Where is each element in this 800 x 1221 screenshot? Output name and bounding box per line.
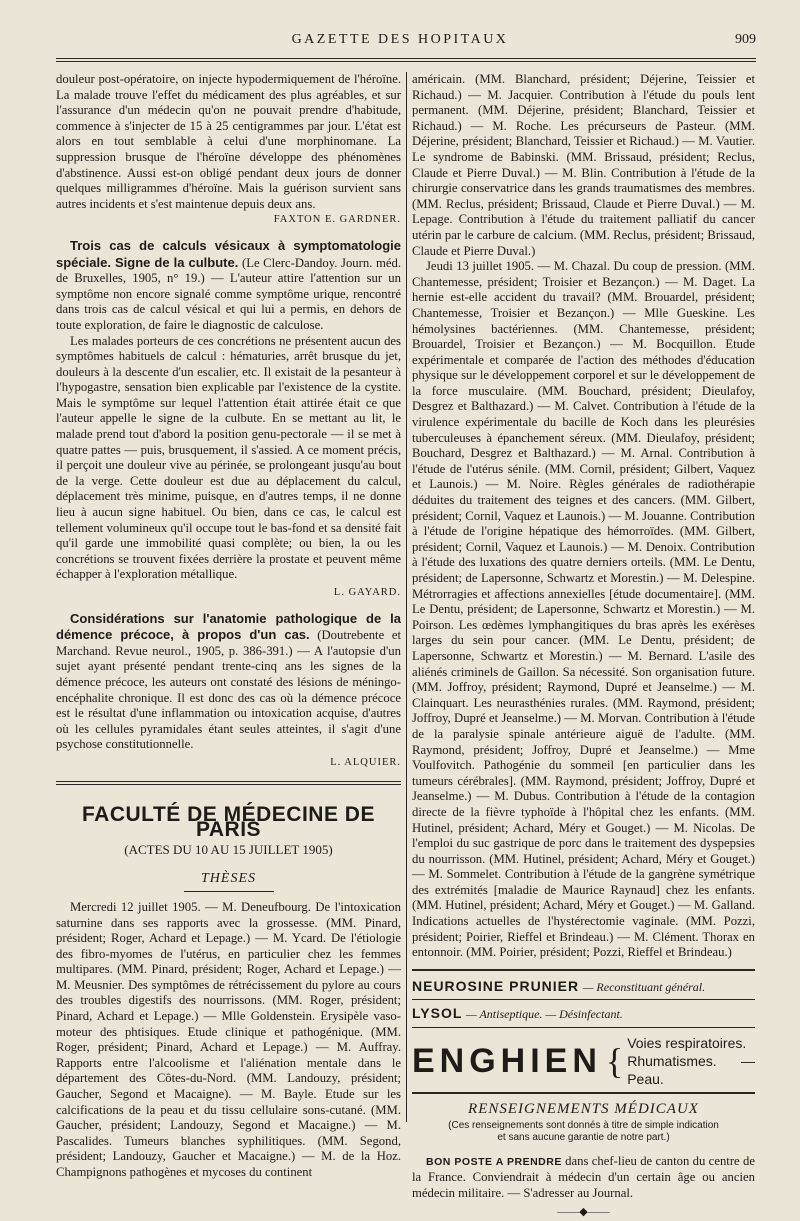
ad-enghien	[412, 1034, 755, 1088]
theses-rule	[184, 891, 274, 892]
header-rule-double	[56, 61, 756, 62]
ad-enghien-line1: Voies respiratoires.	[627, 1035, 747, 1052]
advertisements	[412, 969, 755, 1094]
ad-rule	[412, 999, 755, 1000]
article2-lead	[56, 611, 401, 753]
ad-lysol	[412, 1006, 755, 1023]
article2-reference: (Doutrebente et Marchand. Revue neurol., 1905, p. 386-391.)	[56, 628, 401, 658]
page-header	[0, 26, 800, 56]
page-number: 909	[735, 32, 756, 47]
ad-enghien-brand: ENGHIEN	[412, 1042, 602, 1081]
renseignements-note	[412, 1120, 755, 1144]
ad-rule	[412, 969, 755, 971]
brace-icon: {	[605, 1041, 624, 1082]
article1-text: — L'auteur attire l'attention sur un symptôme non encore signalé comme symptôme urique, rencontré dans trois cas de calcul vésical et qui lui a permis, en dehors de toute exploration, de faire le diagnostic de calculose.	[56, 271, 401, 332]
intro-text: douleur post-opératoire, on injecte hypodermiquement de l'héroïne. La malade trouve l'effet du médicament des plus agréables, et sur l'assurance d'un médecin qu'on ne pouvait prendre d'habitude, commence à s'injecter de 15 à 25 centigrammes par jour. L'état est alors en tout semblable à celui d'une morphinomane. La suppression brusque de l'héroïne développe des phénomènes d'abstinence. Aussi est-on obligé pendant deux jours de donner quelques milligrammes d'héroïne. Mais la guérison survient sans autres incidents et s'est maintenue depuis deux ans.	[56, 72, 401, 211]
article1-title: Trois cas de calculs vésicaux à symptomatologie spéciale. Signe de la culbute.	[56, 237, 401, 270]
theses-list: Mercredi 12 juillet 1905. — M. Deneufbourg. De l'intoxication saturnine dans ses rapports avec la grossesse. (MM. Pinard, président; Roger, Achard et Lepage.) — M. Ycard. De l'étiologie des fibro-myomes de l'utérus, en particulier chez les femmes multipares. (MM. Pinard, président; Roger, Achard et Lepage.) — M. Meusnier. Des symptômes de rétrécissement du pylore au cours des troubles digestifs des nourrissons. (MM. Roger, président; Pinard, Achard et Lepage.) — Mlle Goldenstein. Erysipèle vaso-moteur des phtisiques. Etude clinique et pathogénique. (MM. Roger, président; Pinard, Achard et Lepage.) — M. Auffray. Rapports entre l'alcoolisme et l'aliénation mentale dans le département des Côtes-du-Nord. (MM. Landouzy, président; Gaucher, Segond et Macaigne). — M. Bayle. Etude sur les calcifications de la peau et du tissu cellulaire sons-cutané. (MM. Gaucher, président; Landouzy, Segond et Macaigne.) — M. Pascalides. Tumeurs blanches syphilitiques. (MM. Segond, président; Landouzy, Gaucher et Macaigne.) — M. de la Hoz. Champignons pathogènes et mycoses du continent	[56, 899, 401, 1179]
column-divider	[406, 72, 407, 1122]
section-rule	[56, 781, 401, 782]
bon-poste-lead: BON POSTE A PRENDRE	[426, 1155, 562, 1168]
right-column	[412, 72, 755, 1221]
faculty-heading: FACULTÉ DE MÉDECINE DE PARIS	[82, 802, 375, 842]
article1-signature: L. GAYARD.	[333, 587, 401, 598]
ad-neurosine-tagline: — Reconstituant général.	[582, 979, 706, 994]
renseignements-note-line2: et sans aucune garantie de notre part.)	[497, 1131, 670, 1143]
article2-signature: L. ALQUIER.	[330, 756, 401, 768]
ad-rule	[412, 1027, 755, 1028]
bon-poste-notice	[412, 1154, 755, 1202]
header-rule	[56, 58, 756, 59]
intro-signature: FAXTON E. GARDNER.	[273, 214, 401, 226]
ad-neurosine-brand: NEUROSINE PRUNIER	[412, 977, 580, 994]
article1-reference: (Le Clerc-Dandoy. Journ. méd. de Bruxelles, 1905, n° 19.)	[56, 255, 401, 286]
renseignements-note-line1: (Ces renseignements sont donnés à titre de simple indication	[448, 1119, 719, 1131]
ad-neurosine	[412, 979, 755, 996]
faculty-subheading: (ACTES DU 10 AU 15 JUILLET 1905)	[124, 841, 333, 857]
theses-jeudi: Jeudi 13 juillet 1905. — M. Chazal. Du coup de pression. (MM. Chantemesse, président; Troisier et Bezançon.) — M. Daget. La hernie est-elle accident du travail? (MM. Brouardel, président; Chantemesse, Troisier et Bezançon.) — Mlle Gueskine. Les hémolysines bactériennes. (MM. Chantemesse, président; Brouardel, Troisier et Bezançon.) — M. Bocquillon. Etude expérimentale et comparée de l'action des méthodes d'éducation physique sur le développement corporel et sur le développement de la force musculaire. (MM. Bouchard, président; Dieulafoy, Desgrez et Balthazard.) — M. Calvet. Contribution à l'étude de la virulence expérimentale du bacille de Koch dans les pleurésies tuberculeuses à épanchement séreux. (MM. Dieulafoy, président; Bouchard, Desgrez et Balthazard.) — M. Arnal. Contribution à l'étude de l'utérus sénile. (MM. Cornil, président; Gilbert, Vaquez et Launois.) — M. Noire. Règles générales de radiothérapie déduites du traitement des teignes et des cancers. (MM. Gilbert, président; Cornil, Vaquez et Launois.) — M. Jouanne. Contribution à l'étude de l'origine hépatique des hémorroïdes. (MM. Gilbert, président; Cornil, Vaquez et Launois.) — M. Denoix. Contribution à l'étude des luxations des quatre derniers orteils. (MM. Le Dentu, président; de Lapersonne, Schwartz et Morestin.) — M. Delespine. Métrorragies et affections annexielles [étude documentaire]. (MM. Le Dentu, président; de Lapersonne, Schwartz et Morestin.) — M. Poirson. Les œdèmes lymphangitiques du bras après les exérèses larges du sein pour cancer. (MM. Le Dentu, président; de Lapersonne, Schwartz et Morestin.) — M. Bernard. L'asile des aliénés criminels de Gaillon. Sa nécessité. Son organisation future. (MM. Joffroy, président; Raymond, Dupré et Jeanselme.) — M. Clainquart. Les neurasthénies rurales. (MM. Raymond, président; Joffroy, Dupré et Jeanselme.) — M. Morvan. Contribution à l'étude de la paralysie spinale antérieure aiguë de l'adulte. (MM. Raymond, président; Joffroy, Dupré et Jeanselme.) — Mme Voulfovitch. Pathogénie du sommeil [en particulier dans les tumeurs cérébrales]. (MM. Raymond, président; Joffroy, Dupré et Jeanselme.) — M. Dubus. Contribution à l'étude de la contagion directe de la fièvre typhoïde à l'hôpital chez les enfants. (MM. Hutinel, président; Achard, Méry et Gouget.) — M. Nicolas. De l'emploi du suc gastrique de porc dans le traitement des dyspepsies du nourrisson. (MM. Hutinel, président; Achard, Méry et Gouget.) — M. Sommelet. Contribution à l'étude de la gangrène symétrique des extrémités [maladie de Maurice Raynaud] chez les enfants. (MM. Hutinel, président; Achard, Méry et Gouget.) — M. Galland. Indications actuelles de l'hystérectomie vaginale. (MM. Pozzi, président; Poirier, Rieffel et Brindeau.) — M. Clément. Thorax en entonnoir. (MM. Poirier, président; Pozzi, Rieffel et Brindeau.)	[412, 259, 755, 960]
article1-body: Les malades porteurs de ces concrétions ne présentent aucun des symptômes habituels de calcul : hématuries, arrêt brusque du jet, douleurs à la descente d'un escalier, etc. Il existait de la pesanteur à l'hypogastre, sensation bien explicable par l'existence de la cystite. Mais le symptôme sur lequel l'attention était attirée était ce que l'auteur appelle le signe de la culbute. En se mettant au lit, le malade prend tout d'abord la position genu-pectorale — il se met à quatre pattes — puis, brusquement, il s'assied. A ce moment précis, il perçoit une douleur vive au périnée, se prolongeant jusqu'au bout de la verge. Cette douleur est due au déplacement du calcul, déplacement très minime, puisque, en d'autres temps, il ne donne lieu à aucun signe habituel. Ou bien, dans ce cas, le calcul est tellement volumineux qu'il occupe tout le bas-fond et sa densité fait qu'il garde une immobilité quasi complète; ou bien, la ou les concrétions se trouvent fixées derrière la prostate et peuvent même échapper à l'exploration métallique.	[56, 333, 401, 582]
left-column	[56, 72, 401, 1181]
renseignements-heading: RENSEIGNEMENTS MÉDICAUX	[468, 1101, 699, 1118]
section-rule-double	[56, 784, 401, 785]
theses-continuation: américain. (MM. Blanchard, président; Déjerine, Teissier et Richaud.) — M. Jacquier. Contribution à l'étude du pouls lent permanent. (MM. Déjerine, président; Blanchard, Teissier et Richaud.) — M. Roche. Les précurseurs de Pasteur. (MM. Déjerine, président; Blanchard, Teissier et Richaud.) — M. Vautier. Le syndrome de Babinski. (MM. Brissaud, président; Reclus, Claude et Pierre Duval.) — M. Blin. Contribution à l'étude de la chirurgie conservatrice dans les grands traumatismes des membres. (MM. Reclus, président; Brissaud, Claude et Pierre Duval.) — M. Lepage. Contribution à l'étude du traitement palliatif du cancer utérin par le carbure de calcium. (MM. Reclus, président; Brissaud, Claude et Pierre Duval.)	[412, 72, 755, 258]
ad-enghien-line2: Rhumatismes. — Peau.	[627, 1053, 755, 1088]
bon-poste-text: dans chef-lieu de canton du centre de la France. Conviendrait à médecin d'un certain âge ou ancien médecin militaire. — S'adresser au Journal.	[412, 1153, 755, 1200]
intro-paragraph	[56, 72, 401, 226]
article2-text: — A l'autopsie d'un sujet ayant présenté pendant trente-cinq ans les signes de la démence précoce, les auteurs ont constaté des lésions de méningo-encéphalite chronique. Il est donc des cas où la démence précoce est le résultat d'une inflammation ou intoxication acquise, d'autres où les cellules pyramidales étant seules atteintes, il s'agit d'une psychose constitutionnelle.	[56, 643, 401, 752]
theses-heading: THÈSES	[201, 871, 256, 887]
ad-rule	[412, 1092, 755, 1094]
ad-enghien-indications	[627, 1034, 755, 1088]
ad-lysol-brand: LYSOL	[412, 1005, 463, 1022]
ad-lysol-tagline: — Antiseptique. — Désinfectant.	[466, 1007, 623, 1022]
journal-title: GAZETTE DES HOPITAUX	[291, 32, 509, 47]
ornament-icon: ——◆——	[557, 1206, 610, 1219]
article1-lead	[56, 238, 401, 334]
article2-title: Considérations sur l'anatomie pathologique de la démence précoce, à propos d'un cas.	[56, 610, 401, 643]
